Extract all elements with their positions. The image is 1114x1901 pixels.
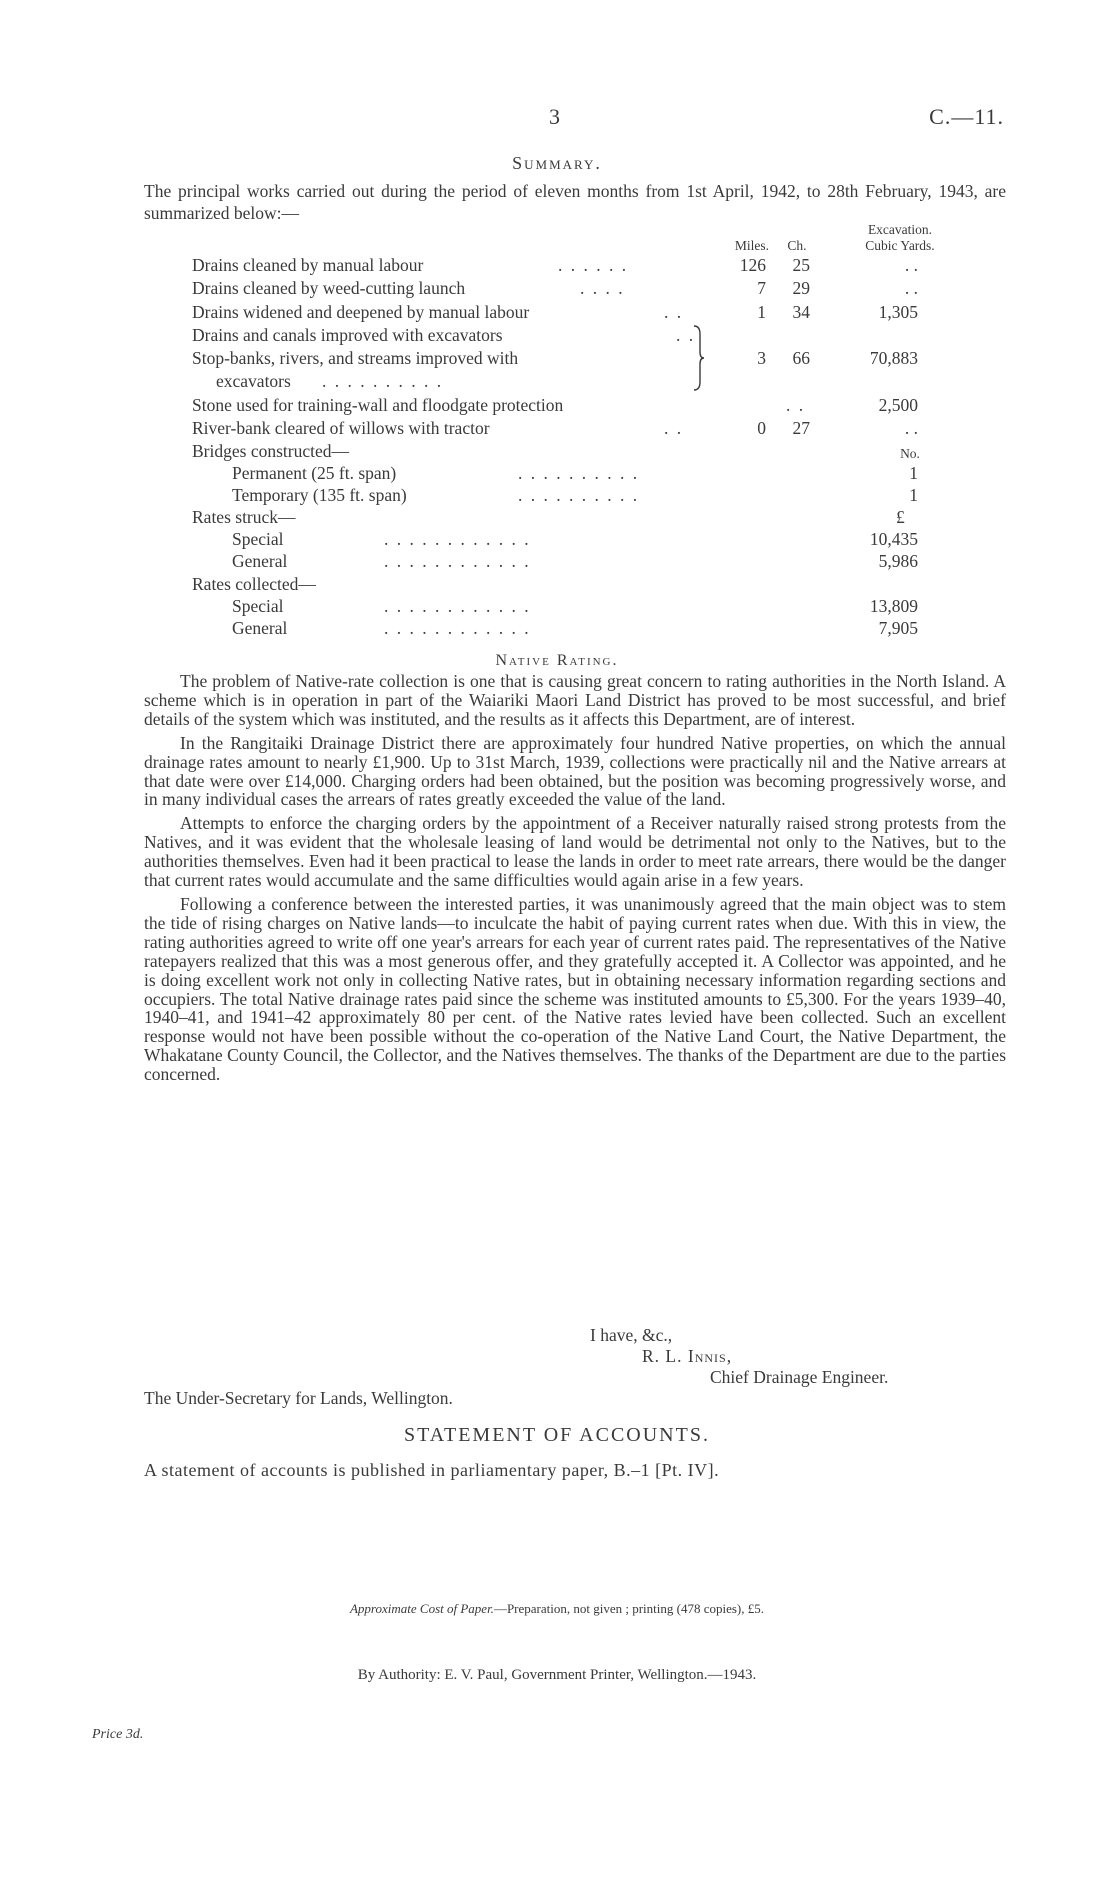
bridges-unit: No. xyxy=(900,446,920,461)
summary-row-value: 1,305 xyxy=(878,302,918,322)
summary-row-ch: 34 xyxy=(792,302,810,322)
summary-row-label: Stop-banks, rivers, and streams improved with xyxy=(192,348,519,368)
native-rating-body xyxy=(144,672,1006,1089)
summary-intro: The principal works carried out during the period of eleven months from 1st April, 1942, to 28th February, 1943, are summarized below:— xyxy=(144,181,1006,223)
summary-row-label: Drains and canals improved with excavators xyxy=(192,325,503,345)
rates-struck-row-label: General xyxy=(232,551,288,571)
summary-row-dots: . . xyxy=(664,418,684,438)
summary-row-miles: 1 xyxy=(757,302,766,322)
rates-collected-row-value: 7,905 xyxy=(878,618,918,638)
summary-row-ch: 25 xyxy=(792,255,810,275)
rates-struck-row-value: 10,435 xyxy=(869,529,918,549)
native-rating-heading: Native Rating. xyxy=(495,652,619,669)
rates-struck-row-value: 5,986 xyxy=(878,551,918,571)
printer-authority: By Authority: E. V. Paul, Government Printer, Wellington.—1943. xyxy=(357,1667,757,1683)
bridge-row-value: 1 xyxy=(909,463,918,483)
bridge-row-label: Permanent (25 ft. span) xyxy=(232,463,397,483)
summary-row-miles: 126 xyxy=(739,255,766,275)
price-note: Price 3d. xyxy=(92,1727,144,1742)
summary-row-label: Drains widened and deepened by manual labour xyxy=(192,302,530,322)
paragraph: Following a conference between the interested parties, it was unanimously agreed that the main object was to stem the tide of rising charges on Native lands—to inculcate the habit of paying current rates when due. With this in view, the rating authorities agreed to write off one year's arrears for each year of current rates paid. The representatives of the Native ratepayers realized that this was a most generous offer, and they gratefully accepted it. A Collector was appointed, and he is doing excellent work not only in collecting Native rates, but in obtaining necessary information regarding sections and occupiers. The total Native drainage rates paid since the scheme was instituted amounts to £5,300. For the years 1939–40, 1940–41, and 1941–42 approximately 80 per cent. of the Native rates levied have been collected. Such an excellent response would not have been possible without the co-operation of the Native Land Court, the Native Department, the Whakatane County Council, the Collector, and the Natives themselves. The thanks of the Department are due to the parties concerned. xyxy=(144,893,1006,1085)
summary-row-dots: . . xyxy=(664,302,684,322)
summary-row-dots: . . . . . . . . . . xyxy=(322,371,444,391)
rates-collected-row-dots: . . . . . . . . . . . . xyxy=(384,618,531,638)
addressee: The Under-Secretary for Lands, Wellington. xyxy=(144,1388,453,1408)
cost-label: Approximate Cost of Paper. xyxy=(349,1601,494,1616)
page-number: 3 xyxy=(549,104,560,129)
signatory-name: R. L. Innis, xyxy=(642,1346,733,1366)
summary-row-dots: . . . . . . xyxy=(558,255,629,275)
bridge-row-value: 1 xyxy=(909,485,918,505)
summary-row-label: Drains cleaned by weed-cutting launch xyxy=(192,278,466,298)
summary-row-miles: 0 xyxy=(757,418,766,438)
summary-row-label: excavators xyxy=(216,371,291,391)
bridges-label: Bridges constructed— xyxy=(192,441,349,461)
paragraph: The problem of Native-rate collection is one that is causing great concern to rating authorities in the North Island. A scheme which is in operation in part of the Waiariki Maori Land District has proved to be most successful, and brief details of the system which was instituted, and the results as it affects this Department, are of interest. xyxy=(144,671,1006,729)
rates-collected-row-dots: . . . . . . . . . . . . xyxy=(384,596,531,616)
brace-mark xyxy=(692,324,706,392)
col-header-cubic-yards: Cubic Yards. xyxy=(865,238,935,253)
rates-unit: £ xyxy=(896,507,905,527)
rates-collected-row-label: General xyxy=(232,618,288,638)
rates-struck-row-dots: . . . . . . . . . . . . xyxy=(384,551,531,571)
rates-collected-row-label: Special xyxy=(232,596,284,616)
signatory-title: Chief Drainage Engineer. xyxy=(710,1367,889,1387)
rates-struck-row-label: Special xyxy=(232,529,284,549)
summary-row-label: River-bank cleared of willows with tractor xyxy=(192,418,490,438)
paragraph: Attempts to enforce the charging orders by the appointment of a Receiver naturally raised strong protests from the Natives, and it was evident that the wholesale leasing of land would be detrimental not only to the Natives, but to the authorities themselves. Even had it been practical to lease the lands in order to meet rate arrears, there would be the danger that current rates would accumulate and the same difficulties would again arise in a few years. xyxy=(144,813,1006,891)
summary-row-dots: . . xyxy=(676,325,696,345)
rates-collected-label: Rates collected— xyxy=(192,574,316,594)
summary-row-label: Stone used for training-wall and floodgate protection xyxy=(192,395,564,415)
rates-collected-row-value: 13,809 xyxy=(869,596,918,616)
summary-row-value: . . xyxy=(904,278,918,298)
bridge-row-dots: . . . . . . . . . . xyxy=(518,463,640,483)
bridge-row-label: Temporary (135 ft. span) xyxy=(232,485,407,505)
summary-row-ch: 66 xyxy=(792,348,810,368)
summary-row-miles: 7 xyxy=(757,278,766,298)
cost-text: —Preparation, not given ; printing (478 copies), £5. xyxy=(493,1601,764,1616)
summary-row-value: 70,883 xyxy=(869,348,918,368)
cost-note xyxy=(0,1601,1114,1617)
summary-row-miles: 3 xyxy=(757,348,766,368)
col-header-excavation: Excavation. xyxy=(867,222,933,237)
rates-struck-row-dots: . . . . . . . . . . . . xyxy=(384,529,531,549)
summary-row-value: . . xyxy=(904,418,918,438)
summary-row-value: . . xyxy=(904,255,918,275)
summary-row-label: Drains cleaned by manual labour xyxy=(192,255,424,275)
summary-row-ch: 27 xyxy=(792,418,810,438)
summary-row-dots: . . xyxy=(786,395,806,415)
summary-row-ch: 29 xyxy=(792,278,810,298)
summary-row-value: 2,500 xyxy=(878,395,918,415)
rates-struck-label: Rates struck— xyxy=(192,507,296,527)
summary-row-dots: . . . . xyxy=(580,278,625,298)
document-code: C.—11. xyxy=(929,104,1004,129)
bridge-row-dots: . . . . . . . . . . xyxy=(518,485,640,505)
accounts-text: A statement of accounts is published in parliamentary paper, B.–1 [Pt. IV]. xyxy=(144,1460,720,1480)
col-header-miles: Miles. xyxy=(734,238,770,253)
col-header-ch: Ch. xyxy=(787,238,807,253)
letter-closing: I have, &c., xyxy=(590,1325,673,1345)
paragraph: In the Rangitaiki Drainage District there are approximately four hundred Native properties, on which the annual drainage rates amount to nearly £1,900. Up to 31st March, 1939, collections were practically nil and the Native arrears at that date were over £14,000. Charging orders had been obtained, but the position was becoming progressively worse, and in many individual cases the arrears of rates greatly exceeded the value of the land. xyxy=(144,732,1006,810)
summary-heading: Summary. xyxy=(512,153,602,173)
accounts-heading: STATEMENT OF ACCOUNTS. xyxy=(404,1424,710,1446)
